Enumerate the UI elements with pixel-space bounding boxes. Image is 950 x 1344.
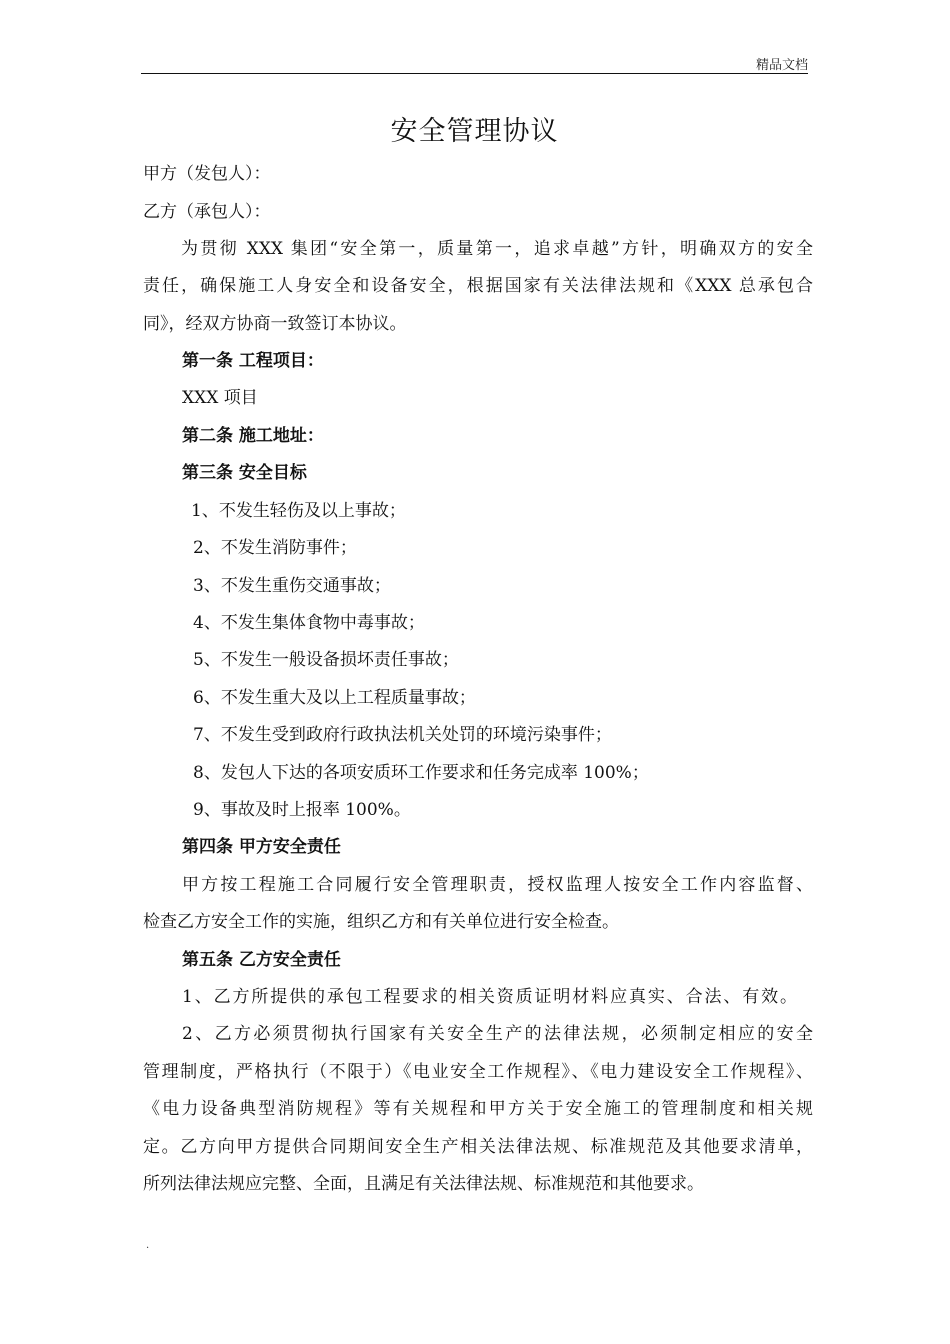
list-item: 3、不发生重伤交通事故； (193, 576, 391, 596)
list-item: 7、不发生受到政府行政执法机关处罚的环境污染事件； (193, 725, 612, 745)
list-item: 6、不发生重大及以上工程质量事故； (193, 688, 476, 708)
party-a-label: 甲方（发包人）： (143, 164, 271, 184)
article-5-item: 1、乙方所提供的承包工程要求的相关资质证明材料应真实、合法、有效。 (182, 987, 797, 1007)
header-label: 精品文档 (755, 58, 808, 73)
article-3-heading: 第三条 安全目标 (182, 463, 307, 483)
article-5-heading: 第五条 乙方安全责任 (182, 950, 341, 970)
party-b-label: 乙方（承包人）： (143, 202, 271, 222)
list-item: 8、发包人下达的各项安质环工作要求和任务完成率 100%； (193, 763, 649, 783)
article-1-heading: 第一条 工程项目： (182, 351, 324, 371)
list-item: 2、不发生消防事件； (193, 538, 357, 558)
article-1-content: XXX 项目 (182, 388, 258, 408)
footer-mark: . (146, 1240, 150, 1251)
list-item: 5、不发生一般设备损坏责任事故； (193, 650, 459, 670)
article-4-heading: 第四条 甲方安全责任 (182, 837, 341, 857)
list-item: 9、事故及时上报率 100%。 (193, 800, 411, 820)
document-title: 安全管理协议 (390, 116, 559, 147)
list-item: 1、不发生轻伤及以上事故； (191, 501, 406, 521)
article-5-item-line: 定。乙方向甲方提供合同期间安全生产相关法律法规、标准规范及其他要求清单， (143, 1137, 813, 1157)
article-5-item-line: 管理制度，严格执行（不限于）《电业安全工作规程》、《电力建设安全工作规程》、 (143, 1062, 813, 1082)
article-4-line: 甲方按工程施工合同履行安全管理职责，授权监理人按安全工作内容监督、 (182, 875, 813, 895)
header-rule (141, 73, 808, 74)
article-5-item-line: 《电力设备典型消防规程》等有关规程和甲方关于安全施工的管理制度和相关规 (143, 1099, 813, 1119)
article-5-item-line: 2、乙方必须贯彻执行国家有关安全生产的法律法规，必须制定相应的安全 (182, 1024, 813, 1044)
article-2-heading: 第二条 施工地址： (182, 426, 324, 446)
article-5-item-line: 所列法律法规应完整、全面，且满足有关法律法规、标准规范和其他要求。 (143, 1174, 704, 1194)
intro-line: 同》，经双方协商一致签订本协议。 (143, 314, 407, 334)
article-4-line: 检查乙方安全工作的实施，组织乙方和有关单位进行安全检查。 (143, 912, 619, 932)
intro-line: 责任，确保施工人身安全和设备安全，根据国家有关法律法规和《XXX 总承包合 (143, 276, 813, 296)
intro-line: 为贯彻 XXX 集团“安全第一，质量第一，追求卓越”方针，明确双方的安全 (181, 239, 813, 259)
list-item: 4、不发生集体食物中毒事故； (193, 613, 425, 633)
